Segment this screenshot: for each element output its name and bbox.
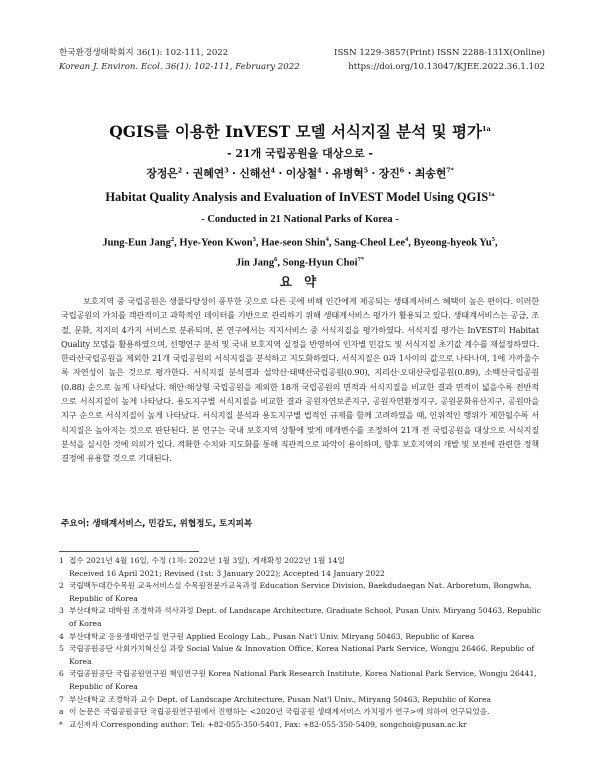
doi-link[interactable]: https://doi.org/10.13047/KJEE.2022.36.1.102 [348,62,545,72]
title-korean [0,120,600,142]
footnote-text: 부산대학교 대학원 조경학과 석사과정 Dept. of Landscape Architecture, Graduate School, Pusan Univ. Miryang 50463, Republic of Korea [69,606,541,628]
footnote-mark: 1 [59,556,64,565]
author-name: Hye-Yeon Kwon [179,237,253,249]
footnote-mark: 4 [59,631,64,641]
author-name: Song-Hyun Choi [282,257,358,268]
author-name: 유병혁 [332,167,364,180]
footnote [59,568,545,581]
author-affiliation-sup: 7* [357,255,365,263]
author-name: 최송현 [414,167,447,180]
footnotes [59,555,545,731]
author-affiliation-sup: 4 [325,236,329,243]
footnote-mark: 5 [59,644,64,654]
author-affiliation-sup: 2 [170,236,175,243]
title-korean-text: QGIS를 이용한 InVEST 모델 서식지질 분석 및 평가 [109,122,482,141]
footnote-text: 이 논문은 국립공원공단 국립공원연구원에서 진행하는 <2020년 국립공원 생태계서비스 가치평가 연구>에 의하여 연구되었음. [69,707,490,717]
footnote-mark: 2 [59,581,64,591]
footnote-text: 부산대학교 조경학과 교수 Dept. of Landscape Architecture, Pusan Nat'l Univ., Miryang 50463, Republic of Korea [69,694,492,704]
author-affiliation-sup: 3 [224,166,229,175]
author-name: 이상철 [285,167,318,180]
author-affiliation-sup: 7* [446,166,454,175]
author-name: 신해선 [239,167,271,180]
footnote-text: 국립공원공단 사회가치혁신실 과장 Social Value & Innovation Office, Korea National Park Service, Wongju 26466, Republic of Korea [69,644,535,666]
journal-name-ko: 한국환경생태학회지 36(1): 102-111, 2022 [59,48,229,58]
footnote [59,555,545,568]
footnote [59,631,545,644]
footnote-text: 접수 2021년 4월 16일, 수정 (1차: 2022년 1월 3일), 게재확정 2022년 1월 14일 [69,556,345,565]
author-affiliation-sup: 3 [252,236,256,243]
footnote-text: 교신저자 Corresponding author: Tel: +82-055-350-5401, Fax: +82-055-350-5409, songchoi@pusan.ac.kr [69,719,467,729]
footnote [59,643,545,668]
footnote [59,719,545,732]
footnote-text: 부산대학교 응용생태연구실 연구원 Applied Ecology Lab., Pusan Nat'l Univ. Miryang 50463, Republic of Korea [69,631,475,641]
footnote-mark: * [59,719,63,729]
footnote-mark: a [59,707,64,717]
subtitle-korean: - 21개 국립공원을 대상으로 - [226,147,374,160]
author-name: 권혜연 [192,167,225,180]
footnote-mark: 6 [59,669,64,679]
subtitle-english: - Conducted in 21 National Parks of Korea - [201,214,399,225]
author-name: Jin Jang [235,257,275,268]
abstract-body: 보호지역 중 국립공원은 생물다양성이 풍부한 곳으로 다른 곳에 비해 인간에게 제공되는 생태계서비스 혜택이 높은 편이다. 이러한 국립공원의 가치를 객관적이고 과학적인 데이터를 기반으로 관리하기 위해 생태계서비스 평가가 활용되고 있다. 생태계서비스는 공급, 조절, 문화, 지지의 4가지 서비스로 분류되며, 본 연구에서는 지지서비스 중 서식지질을 평가하였다. 서식지질 평가는 InVEST의 Habitat Quality 모델을 활용하였으며, 선행연구 분석 및 국내 보호지역 실정을 반영하여 인자별 민감도 및 서식지질 초기값 계수를 재설정하였다. 한라산국립공원을 제외한 21개 국립공원의 서식지질을 분석하고 지도화하였다. 서식지질은 0과 1사이의 값으로 나타나며, 1에 가까울수록 자연성이 높은 것으로 평가한다. 서식지질 분석결과 설악산·태백산국립공원(0.90), 지리산·오대산국립공원(0.89), 소백산국립공원(0.88) 순으로 높게 나타났다. 해안·해상형 국립공원을 제외한 18개 국립공원의 면적과 서식지질을 비교한 결과 면적이 넓을수록 전반적으로 서식지질이 높게 나타났다. 용도지구별 서식지질을 비교한 결과 공원자연보존지구, 공원자연환경지구, 공원문화유산지구, 공원마을지구 순으로 서식지질이 높게 나타났다. 서식지질 분석과 용도지구별 법적인 규제를 함께 고려하였을 때, 인위적인 행위가 제한될수록 서식지질은 높아지는 것으로 판단된다. 본 연구는 국내 보호지역 상황에 맞게 매개변수를 조정하여 21개 전 국립공원을 대상으로 서식지질 분석을 실시한 것에 의의가 있다. 적확한 수치와 지도화를 통해 직관적으로 파악이 용이하며, 향후 보호지역의 개발 및 보전에 관련한 정책 결정에 유용할 것으로 기대된다. [61,296,539,464]
authors-korean: 장정은$^2$ · 권혜연$^3$ · 신해선$^4$ · 이상철$^4$ · 유병혁$^5$ · 장진$^6$ · 최송현$^{7*}$ [146,166,454,180]
author-name: Byeong-hyeok Yu [413,237,492,249]
keywords: 주요어: 생태계서비스, 민감도, 위협정도, 토지피복 [61,519,253,529]
issn-doi-block [334,46,545,74]
author-affiliation-sup: 6 [274,255,278,263]
author-name: Sang-Cheol Lee [334,237,405,249]
author-affiliation-sup: 5 [363,166,368,175]
author-affiliation-sup: 4 [404,236,409,243]
abstract-heading: 요 약 [279,274,321,289]
issn: ISSN 1229-3857(Print) ISSN 2288-131X(Online) [334,48,545,58]
footnote-mark: 3 [59,606,64,616]
authors-english: Jung-Eun Jang$^2$, Hye-Yeon Kwon$^3$, Hae-seon Shin$^4$, Sang-Cheol Lee$^4$, Byeong-hyeok Yu$^5$, Jin Jang$^6$, Song-Hyun Choi$^{7*}$ [102,236,498,268]
author-name: 장정은 [146,167,178,180]
title-english-sup: 1a [488,190,495,198]
footnote-text: 국립공원공단 국립공원연구원 책임연구원 Korea National Park Research Institute, Korea National Park Service, Wongju 26441, Republic of Korea [69,669,537,691]
title-english [0,190,600,205]
title-korean-sup: 1a [481,124,491,133]
footnote [59,668,545,693]
footnote-mark: 7 [59,694,64,704]
author-affiliation-sup: 6 [399,166,404,175]
footnote-text: 국립백두대간수목원 교육서비스실 수목원전문가교육과정 Education Service Division, Baekdudaegan Nat. Arboretum, Bongwha, Republic of Korea [69,581,532,603]
footnote-text: Received 16 April 2021; Revised (1st: 3 January 2022); Accepted 14 January 2022 [69,568,385,578]
footnote [59,706,545,719]
author-affiliation-sup: 5 [491,236,496,243]
footnote [59,694,545,707]
author-affiliation-sup: 4 [317,166,322,175]
author-affiliation-sup: 2 [177,166,182,175]
author-name: Hae-seon Shin [261,237,326,249]
footnote [59,605,545,630]
title-english-text: Habitat Quality Analysis and Evaluation of InVEST Model Using QGIS [105,190,489,204]
footnote-divider [59,551,199,552]
author-affiliation-sup: 4 [270,166,275,175]
journal-name-en: Korean J. Environ. Ecol. 36(1): 102-111, February 2022 [59,62,300,72]
author-name: Jung-Eun Jang [102,237,171,249]
journal-header [59,46,300,74]
footnote [59,580,545,605]
author-name: 장진 [378,167,400,180]
